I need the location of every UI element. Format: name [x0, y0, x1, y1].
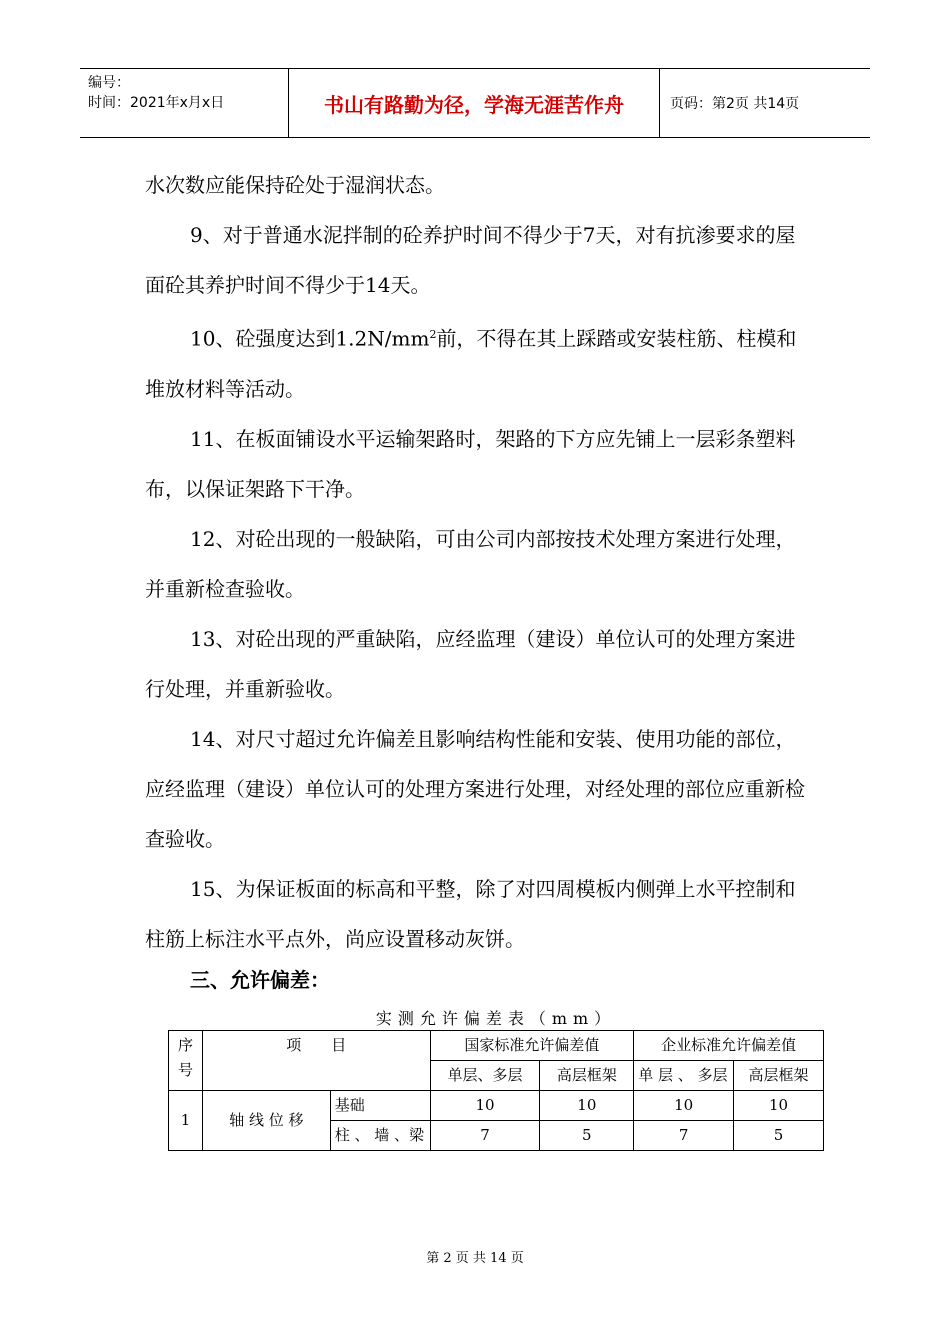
table-cell: 10	[540, 1091, 634, 1121]
table-cell: 7	[634, 1121, 734, 1151]
paragraph: 14、对尺寸超过允许偏差且影响结构性能和安装、使用功能的部位，应经监理（建设）单位认可的处理方案进行处理，对经处理的部位应重新检查验收。	[145, 726, 805, 851]
header-item: 项 目	[202, 1031, 430, 1091]
header-single-multi-2: 单 层 、 多层	[634, 1061, 734, 1091]
section-heading: 三、允许偏差：	[190, 968, 330, 992]
header-meta	[80, 69, 288, 137]
header-high-frame: 高层框架	[540, 1061, 634, 1091]
paragraph-10-superscript: 2	[429, 328, 437, 341]
paragraph: 11、在板面铺设水平运输架路时，架路的下方应先铺上一层彩条塑料布，以保证架路下干净。	[145, 426, 796, 501]
paragraph-10-before: 10、砼强度达到1.2N/mm	[190, 326, 430, 351]
row-item: 轴 线 位 移	[202, 1091, 330, 1151]
time-label: 时间：2021年x月x日	[88, 95, 225, 111]
paragraph: 9、对于普通水泥拌制的砼养护时间不得少于7天，对有抗渗要求的屋面砼其养护时间不得少于14天。	[145, 223, 796, 297]
sub-item-foundation: 基础	[330, 1091, 430, 1121]
paragraph-10	[145, 310, 810, 414]
table-row	[169, 1091, 824, 1121]
paragraph-10-after: 前，不得在其上踩踏或安装柱筋、柱模和堆放材料等活动。	[145, 326, 797, 401]
table-cell: 10	[734, 1091, 824, 1121]
paragraph: 15、为保证板面的标高和平整，除了对四周模板内侧弹上水平控制和柱筋上标注水平点外，尚应设置移动灰饼。	[145, 876, 796, 951]
paragraph: 13、对砼出现的严重缺陷，应经监理（建设）单位认可的处理方案进行处理，并重新验收。	[145, 626, 796, 701]
table-caption: 实测允许偏差表（mm）	[375, 1009, 617, 1028]
header-single-multi: 单层、多层	[430, 1061, 540, 1091]
table-cell: 5	[540, 1121, 634, 1151]
header-seq: 序号	[169, 1031, 203, 1091]
header-high-frame-2: 高层框架	[734, 1061, 824, 1091]
table-cell: 10	[430, 1091, 540, 1121]
header-page-info: 页码：第2页 共14页	[670, 96, 800, 112]
page-header	[80, 68, 870, 138]
body-text	[145, 160, 810, 964]
sub-item-column-wall-beam: 柱 、 墙 、梁	[330, 1121, 430, 1151]
table-cell: 10	[634, 1091, 734, 1121]
page-footer: 第 2 页 共 14 页	[426, 1251, 524, 1266]
header-national: 国家标准允许偏差值	[430, 1031, 634, 1061]
serial-label: 编号：	[88, 75, 130, 91]
header-motto: 书山有路勤为径，学海无涯苦作舟	[288, 69, 660, 137]
table-header-row	[169, 1031, 824, 1061]
header-enterprise: 企业标准允许偏差值	[634, 1031, 824, 1061]
tolerance-table	[168, 1030, 824, 1151]
table-cell: 7	[430, 1121, 540, 1151]
table-cell: 5	[734, 1121, 824, 1151]
row-number: 1	[169, 1091, 203, 1151]
paragraph: 12、对砼出现的一般缺陷，可由公司内部按技术处理方案进行处理，并重新检查验收。	[145, 526, 796, 601]
paragraph: 水次数应能保持砼处于湿润状态。	[145, 173, 445, 197]
